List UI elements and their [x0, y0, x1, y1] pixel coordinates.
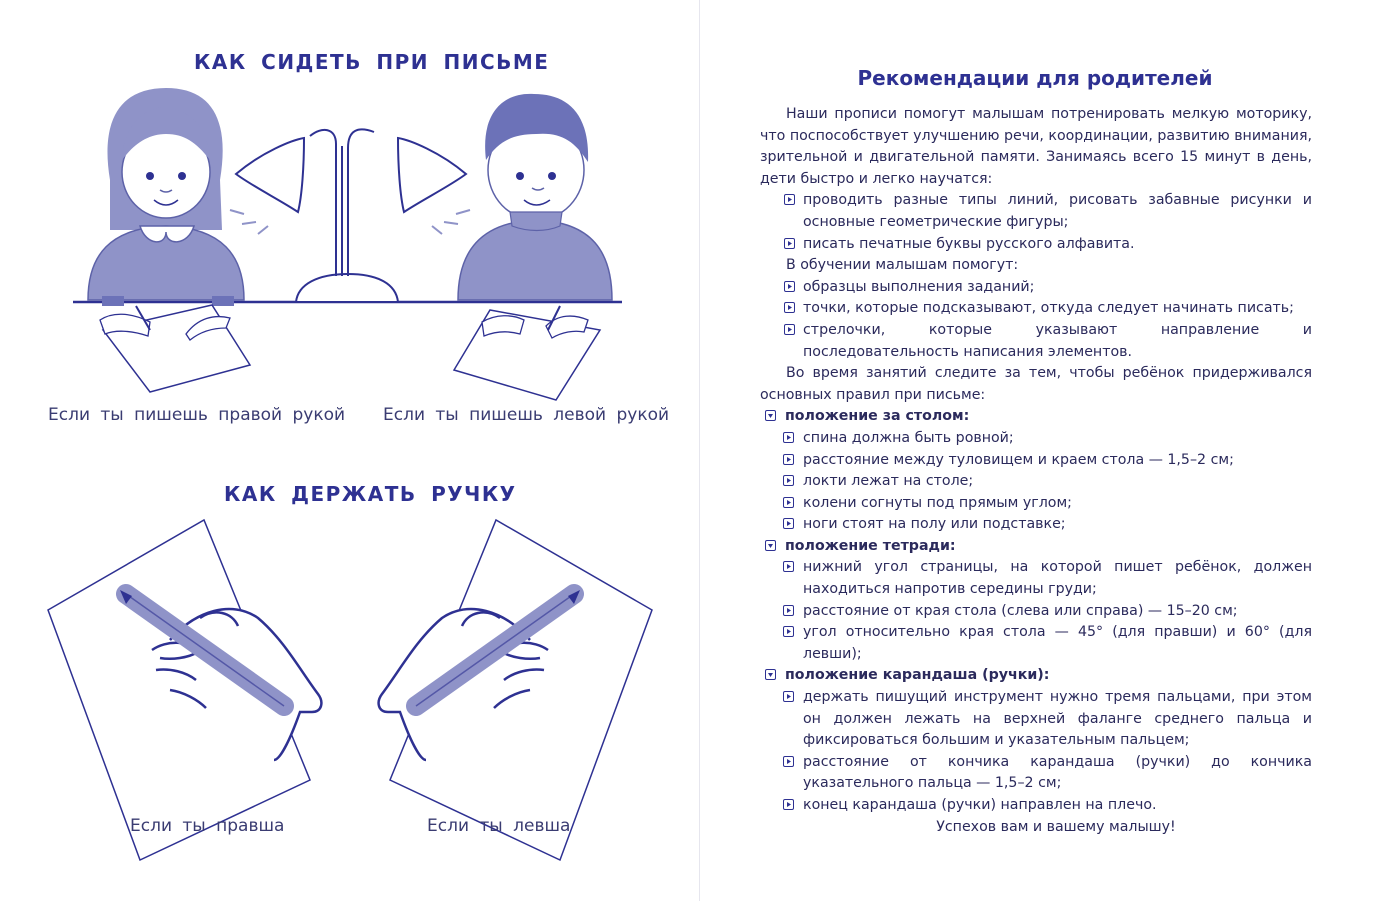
helpers-lead: В обучении малышам помогут: — [786, 257, 1019, 274]
bullet-arrow-icon — [783, 756, 794, 767]
group-heading: положение тетради: — [760, 536, 1312, 558]
bullet-arrow-icon — [783, 799, 794, 810]
bullet-arrow-icon — [783, 432, 794, 443]
bullet-arrow-icon — [783, 605, 794, 616]
group-heading: положение карандаша (ручки): — [760, 665, 1312, 687]
bullet-arrow-icon — [784, 281, 795, 292]
bullet-arrow-icon — [783, 691, 794, 702]
section-title-sitting: КАК СИДЕТЬ ПРИ ПИСЬМЕ — [194, 50, 550, 74]
recommendations-text — [760, 104, 1312, 838]
bullet-arrow-icon — [784, 302, 795, 313]
group-heading: положение за столом: — [760, 406, 1312, 428]
caption-right-hand: Если ты пишешь правой рукой — [48, 405, 346, 425]
right-page — [700, 0, 1400, 901]
rule-item: держать пишущий инструмент нужно тремя пальцами, при этом он должен лежать на верхней фаланге среднего пальца и фиксироваться большим и указательным пальцем; — [760, 687, 1312, 752]
bullet-arrow-icon — [783, 561, 794, 572]
closing-line: Успехов вам и вашему малышу! — [936, 818, 1176, 835]
right-hand-grip-illustration — [48, 520, 321, 860]
bullet-arrow-icon — [784, 194, 795, 205]
bullet-arrow-icon — [784, 324, 795, 335]
caption-right-handed: Если ты правша — [130, 816, 285, 836]
bullet-arrow-icon — [784, 238, 795, 249]
left-hand-grip-illustration — [379, 520, 652, 860]
rule-item: расстояние от края стола (слева или справа) — 15–20 см; — [760, 601, 1312, 623]
boy-illustration — [458, 94, 612, 300]
helper-item: образцы выполнения заданий; — [760, 277, 1312, 299]
helper-item: точки, которые подсказывают, откуда следует начинать писать; — [760, 298, 1312, 320]
rule-item: ноги стоят на полу или подставке; — [760, 514, 1312, 536]
rule-item: колени согнуты под прямым углом; — [760, 493, 1312, 515]
bullet-arrow-icon — [783, 475, 794, 486]
rule-item: локти лежат на столе; — [760, 471, 1312, 493]
bullet-arrow-icon — [783, 518, 794, 529]
bullet-arrow-icon — [783, 454, 794, 465]
caption-left-handed: Если ты левша — [427, 816, 571, 836]
section-title-holding: КАК ДЕРЖАТЬ РУЧКУ — [224, 482, 517, 506]
rule-item: расстояние между туловищем и краем стола — 1,5–2 см; — [760, 450, 1312, 472]
rule-item: угол относительно края стола — 45° (для правши) и 60° (для левши); — [760, 622, 1312, 665]
rule-item: конец карандаша (ручки) направлен на плечо. — [760, 795, 1312, 817]
recommendations-title: Рекомендации для родителей — [857, 66, 1213, 90]
bullet-down-icon — [765, 669, 776, 680]
learn-item: проводить разные типы линий, рисовать забавные рисунки и основные геометрические фигуры; — [760, 190, 1312, 233]
bullet-down-icon — [765, 410, 776, 421]
bullet-arrow-icon — [783, 626, 794, 637]
helper-item: стрелочки, которые указывают направление и последовательность написания элементов. — [760, 320, 1312, 363]
bullet-down-icon — [765, 540, 776, 551]
rules-intro: Во время занятий следите за тем, чтобы ребёнок придерживался основных правил при письме: — [760, 365, 1312, 403]
girl-illustration — [88, 88, 244, 306]
rule-item: спина должна быть ровной; — [760, 428, 1312, 450]
rule-item: нижний угол страницы, на которой пишет ребёнок, должен находиться напротив середины груди; — [760, 557, 1312, 600]
bullet-arrow-icon — [783, 497, 794, 508]
learn-item: писать печатные буквы русского алфавита. — [760, 234, 1312, 256]
desk-lamps — [230, 129, 470, 302]
caption-left-hand: Если ты пишешь левой рукой — [383, 405, 670, 425]
rule-item: расстояние от кончика карандаша (ручки) до кончика указательного пальца — 1,5–2 см; — [760, 752, 1312, 795]
intro-paragraph: Наши прописи помогут малышам потренировать мелкую моторику, что поспособствует улучшению речи, координации, развитию внимания, зрительной и двигательной памяти. Занимаясь всего 15 минут в день, дети быстро и легко научатся: — [760, 106, 1312, 187]
